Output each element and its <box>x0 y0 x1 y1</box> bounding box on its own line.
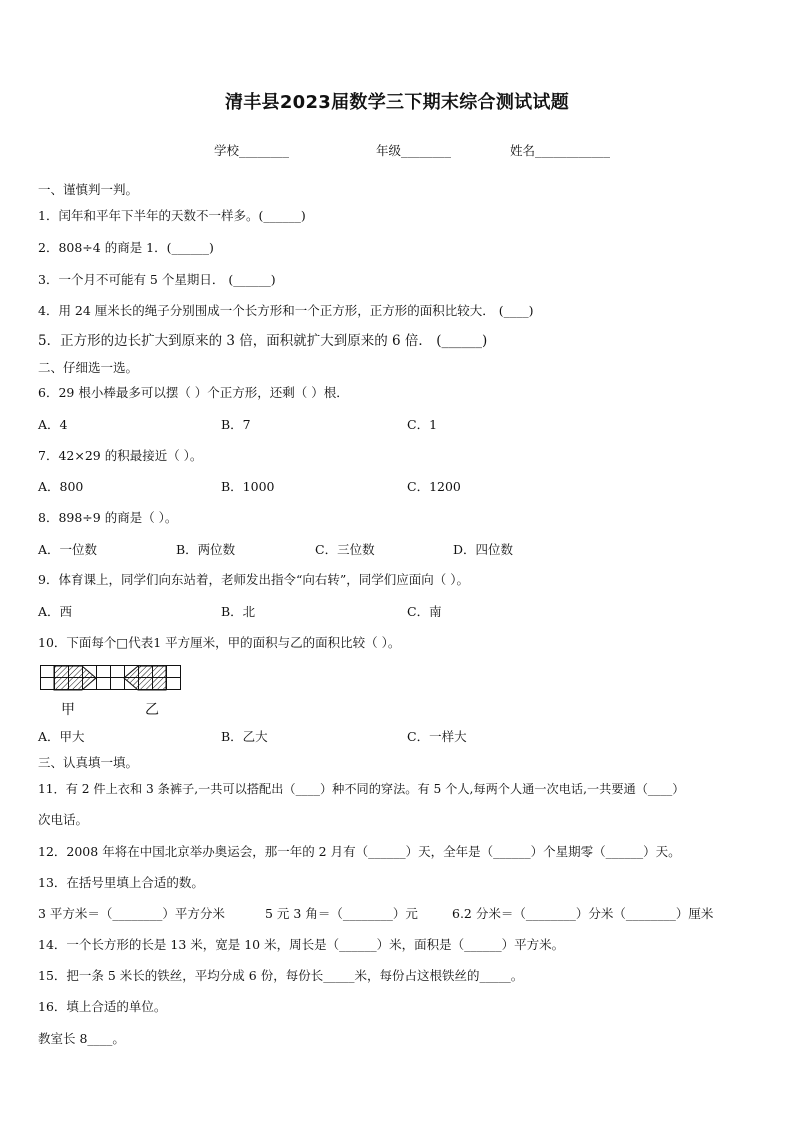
question-6: 6．29 根小棒最多可以摆（ ）个正方形，还剩（ ）根． <box>38 385 349 400</box>
q10-option-c: C．一样大 <box>407 729 467 744</box>
label-jia: 甲 <box>61 702 75 718</box>
q9-option-b: B．北 <box>221 604 256 619</box>
question-5: 5．正方形的边长扩大到原来的 3 倍，面积就扩大到原来的 6 倍． (______) <box>38 333 488 349</box>
question-1: 1．闰年和平年下半年的天数不一样多。(______) <box>38 208 306 223</box>
q7-option-b: B．1000 <box>221 479 275 494</box>
q8-option-d: D．四位数 <box>453 542 514 557</box>
section-heading-3: 三、认真填一填。 <box>38 755 139 770</box>
name-field-label: 姓名____________ <box>510 143 611 158</box>
question-3: 3．一个月不可能有 5 个星期日． (______) <box>38 272 276 287</box>
question-12: 12．2008 年将在中国北京举办奥运会，那一年的 2 月有（______）天，全年是（______）个星期零（______）天。 <box>38 844 681 859</box>
label-yi: 乙 <box>145 702 159 718</box>
area-grid-figure <box>40 665 185 691</box>
q13-item-2: 5 元 3 角＝（________）元 <box>265 906 418 921</box>
page-title: 清丰县2023届数学三下期末综合测试试题 <box>224 92 570 113</box>
question-13: 13．在括号里填上合适的数。 <box>38 875 204 890</box>
q10-option-b: B．乙大 <box>221 729 268 744</box>
q13-item-3: 6.2 分米＝（________）分米（________）厘米 <box>452 906 714 921</box>
school-field-label: 学校________ <box>214 143 290 158</box>
section-heading-1: 一、谨慎判一判。 <box>38 182 139 197</box>
q10-option-a: A．甲大 <box>38 729 85 744</box>
question-9: 9．体育课上，同学们向东站着，老师发出指令“向右转”，同学们应面向（ ）。 <box>38 572 469 587</box>
question-16-part-a: 教室长 8____。 <box>38 1031 125 1046</box>
q8-option-a: A．一位数 <box>38 542 98 557</box>
question-4: 4．用 24 厘米长的绳子分别围成一个长方形和一个正方形，正方形的面积比较大． (____) <box>38 303 534 318</box>
question-15: 15．把一条 5 米长的铁丝，平均分成 6 份，每份长_____米，每份占这根铁丝的_____。 <box>38 968 524 983</box>
question-10: 10．下面每个□代表1 平方厘米，甲的面积与乙的面积比较（ ）。 <box>38 635 401 650</box>
question-8: 8．898÷9 的商是（ ）。 <box>38 510 178 525</box>
question-14: 14．一个长方形的长是 13 米，宽是 10 米，周长是（______）米，面积是（______）平方米。 <box>38 937 565 952</box>
q6-option-b: B．7 <box>221 417 251 432</box>
question-11-line1: 11．有 2 件上衣和 3 条裤子,一共可以搭配出（____）种不同的穿法。有 5 个人,每两个人通一次电话,一共要通（____） <box>38 782 685 796</box>
q6-option-a: A．4 <box>38 417 68 432</box>
question-2: 2．808÷4 的商是 1．(______) <box>38 240 214 255</box>
q6-option-c: C．1 <box>407 417 438 432</box>
q9-option-c: C．南 <box>407 604 442 619</box>
q8-option-b: B．两位数 <box>176 542 236 557</box>
q7-option-a: A．800 <box>38 479 84 494</box>
q13-item-1: 3 平方米＝（________）平方分米 <box>38 906 225 921</box>
question-7: 7．42×29 的积最接近（ ）。 <box>38 448 203 463</box>
q8-option-c: C．三位数 <box>315 542 375 557</box>
question-16: 16．填上合适的单位。 <box>38 999 167 1014</box>
q9-option-a: A．西 <box>38 604 73 619</box>
q7-option-c: C．1200 <box>407 479 461 494</box>
question-11-line2: 次电话。 <box>38 812 89 827</box>
grade-field-label: 年级________ <box>376 143 452 158</box>
section-heading-2: 二、仔细选一选。 <box>38 360 139 375</box>
